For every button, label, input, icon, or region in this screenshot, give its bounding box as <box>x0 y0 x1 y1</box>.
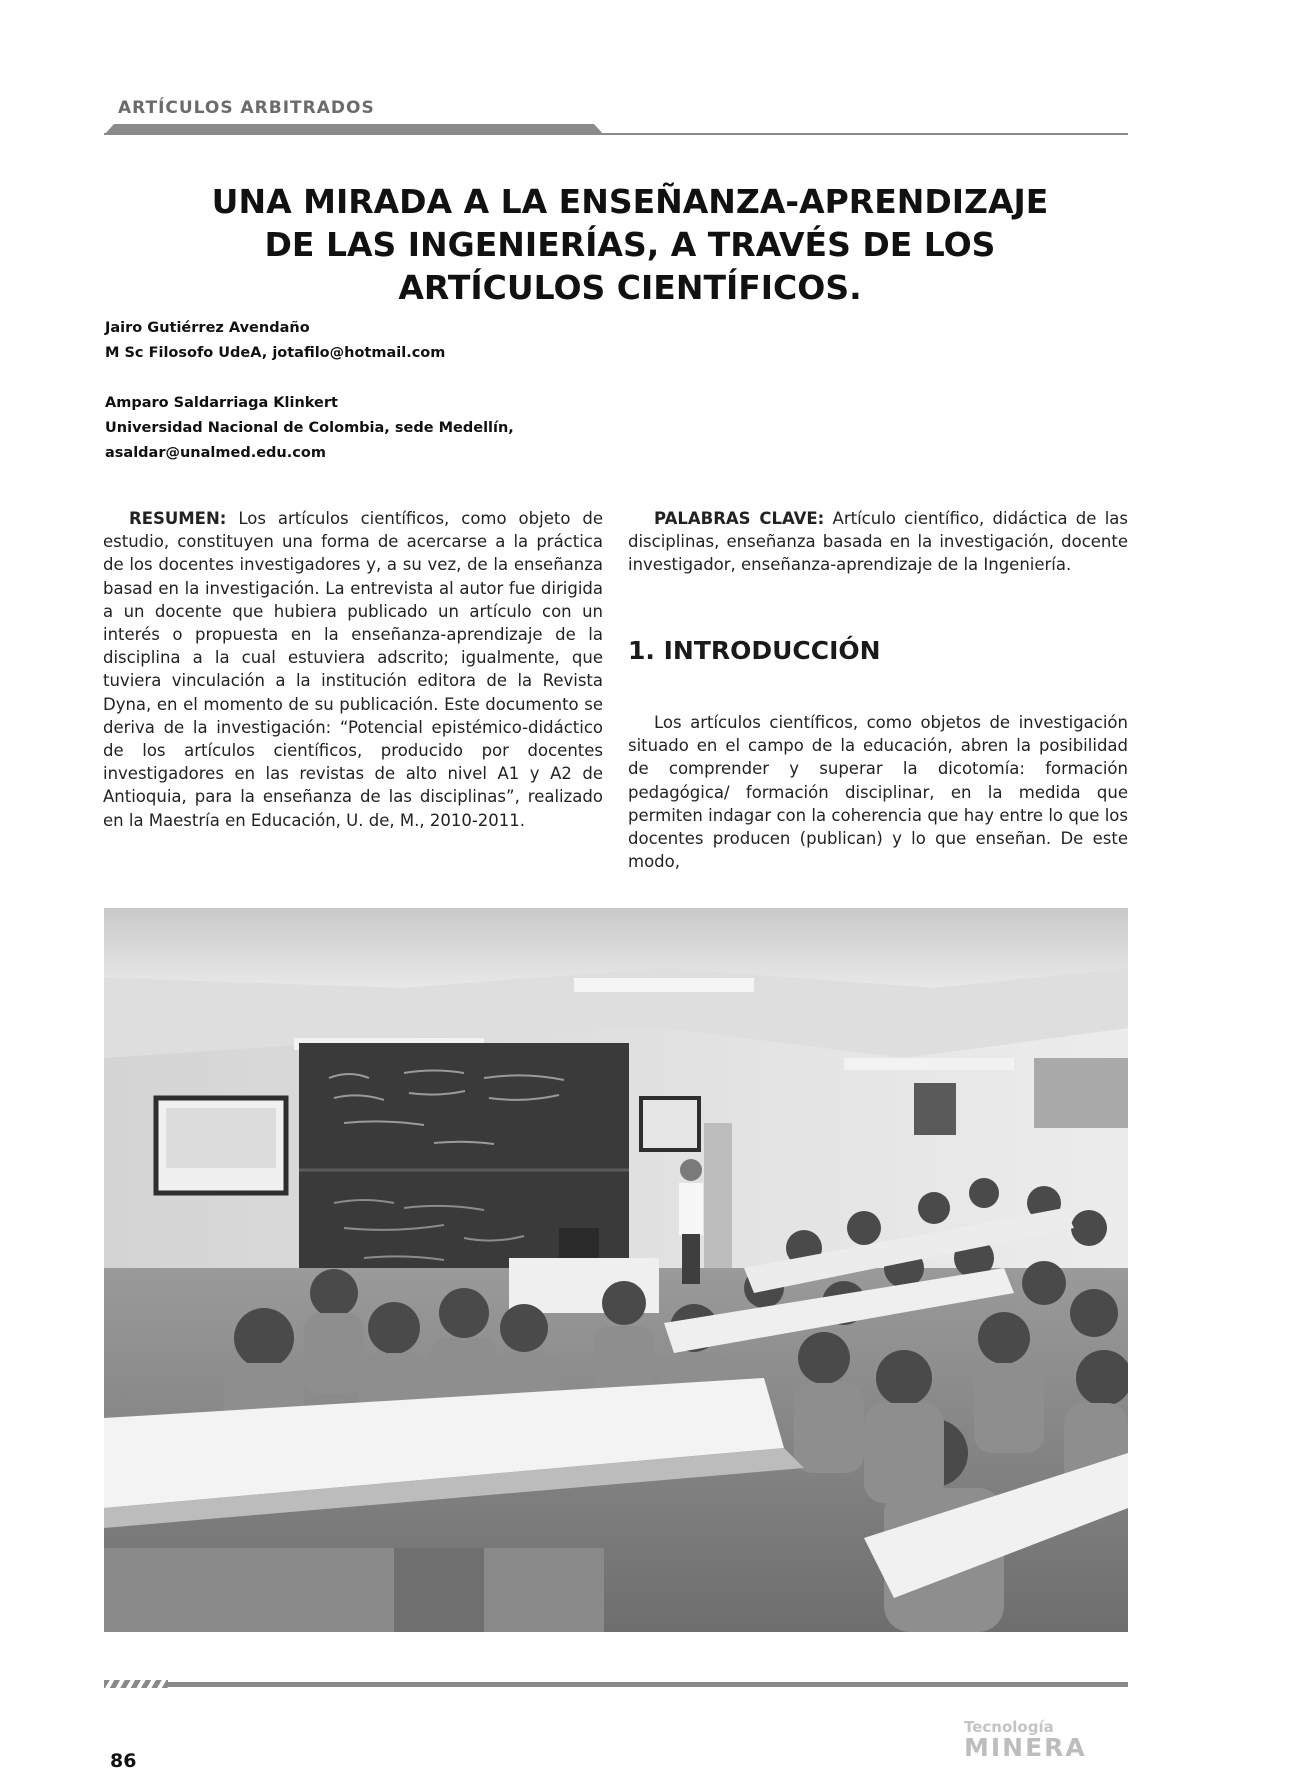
author-affiliation: M Sc Filosofo UdeA, jotafilo@hotmail.com <box>105 345 446 361</box>
introduction-heading: 1. INTRODUCCIÓN <box>628 636 881 665</box>
author-block-2 <box>105 391 514 466</box>
introduction-column <box>628 711 1128 873</box>
author-name: Amparo Saldarriaga Klinkert <box>105 395 338 411</box>
section-label: ARTÍCULOS ARBITRADOS <box>118 98 375 118</box>
logo-line1: Tecnología <box>964 1718 1054 1736</box>
page-number: 86 <box>110 1750 137 1772</box>
abstract-paragraph <box>103 507 603 832</box>
keywords-paragraph <box>628 507 1128 577</box>
title-line: ARTÍCULOS CIENTÍFICOS. <box>398 268 862 307</box>
classroom-photo <box>104 908 1128 1632</box>
keywords-column <box>628 507 1128 577</box>
author-email: asaldar@unalmed.edu.com <box>105 445 326 461</box>
abstract-text: Los artículos científicos, como objeto de estudio, constituyen una forma de acercarse a la práctica de los docentes investigadores y, a su vez, de la enseñanza basad en la investigación. La entrevista al autor fue dirigida a un docente que hubiera publicado un artículo con un interés o propuesta en la enseñanza-aprendizaje de la disciplina a la cual estuviera adscrito; igualmente, que tuviera vinculación a la institución editora de la Revista Dyna, en el momento de su publicación. Este documento se deriva de la investigación: “Potencial epistémico-didáctico de los artículos científicos, producido por docentes investigadores en las revistas de alto nivel A1 y A2 de Antioquia, para la enseñanza de las disciplinas”, realizado en la Maestría en Educación, U. de, M., 2010-2011. <box>103 509 604 830</box>
title-line: DE LAS INGENIERÍAS, A TRAVÉS DE LOS <box>264 225 996 264</box>
keywords-label: PALABRAS CLAVE: <box>654 509 825 528</box>
logo-line2: MINERA <box>964 1733 1087 1758</box>
title-line: UNA MIRADA A LA ENSEÑANZA-APRENDIZAJE <box>211 182 1049 221</box>
author-block-1 <box>105 316 445 366</box>
author-name: Jairo Gutiérrez Avendaño <box>105 320 310 336</box>
introduction-paragraph: Los artículos científicos, como objetos de investigación situado en el campo de la educación, abren la posibilidad de comprender y superar la dicotomía: formación pedagógica/ formación disciplinar, en la medida que permiten indagar con la coherencia que hay entre lo que los docentes producen (publican) y lo que enseñan. De este modo, <box>628 713 1128 872</box>
footer-rule <box>104 1682 1128 1687</box>
footer-rule-dashes <box>104 1680 168 1688</box>
author-affiliation: Universidad Nacional de Colombia, sede Medellín, <box>105 420 514 436</box>
magazine-logo <box>962 1718 1132 1758</box>
article-title <box>180 180 1080 309</box>
abstract-label: RESUMEN: <box>129 509 227 528</box>
keywords-text: Artículo científico, didáctica de las disciplinas, enseñanza basada en la investigación, docente investigador, enseñanza-aprendizaje de la Ingeniería. <box>628 509 1128 575</box>
abstract-column <box>103 507 603 832</box>
header-rule-thin <box>104 133 1128 135</box>
